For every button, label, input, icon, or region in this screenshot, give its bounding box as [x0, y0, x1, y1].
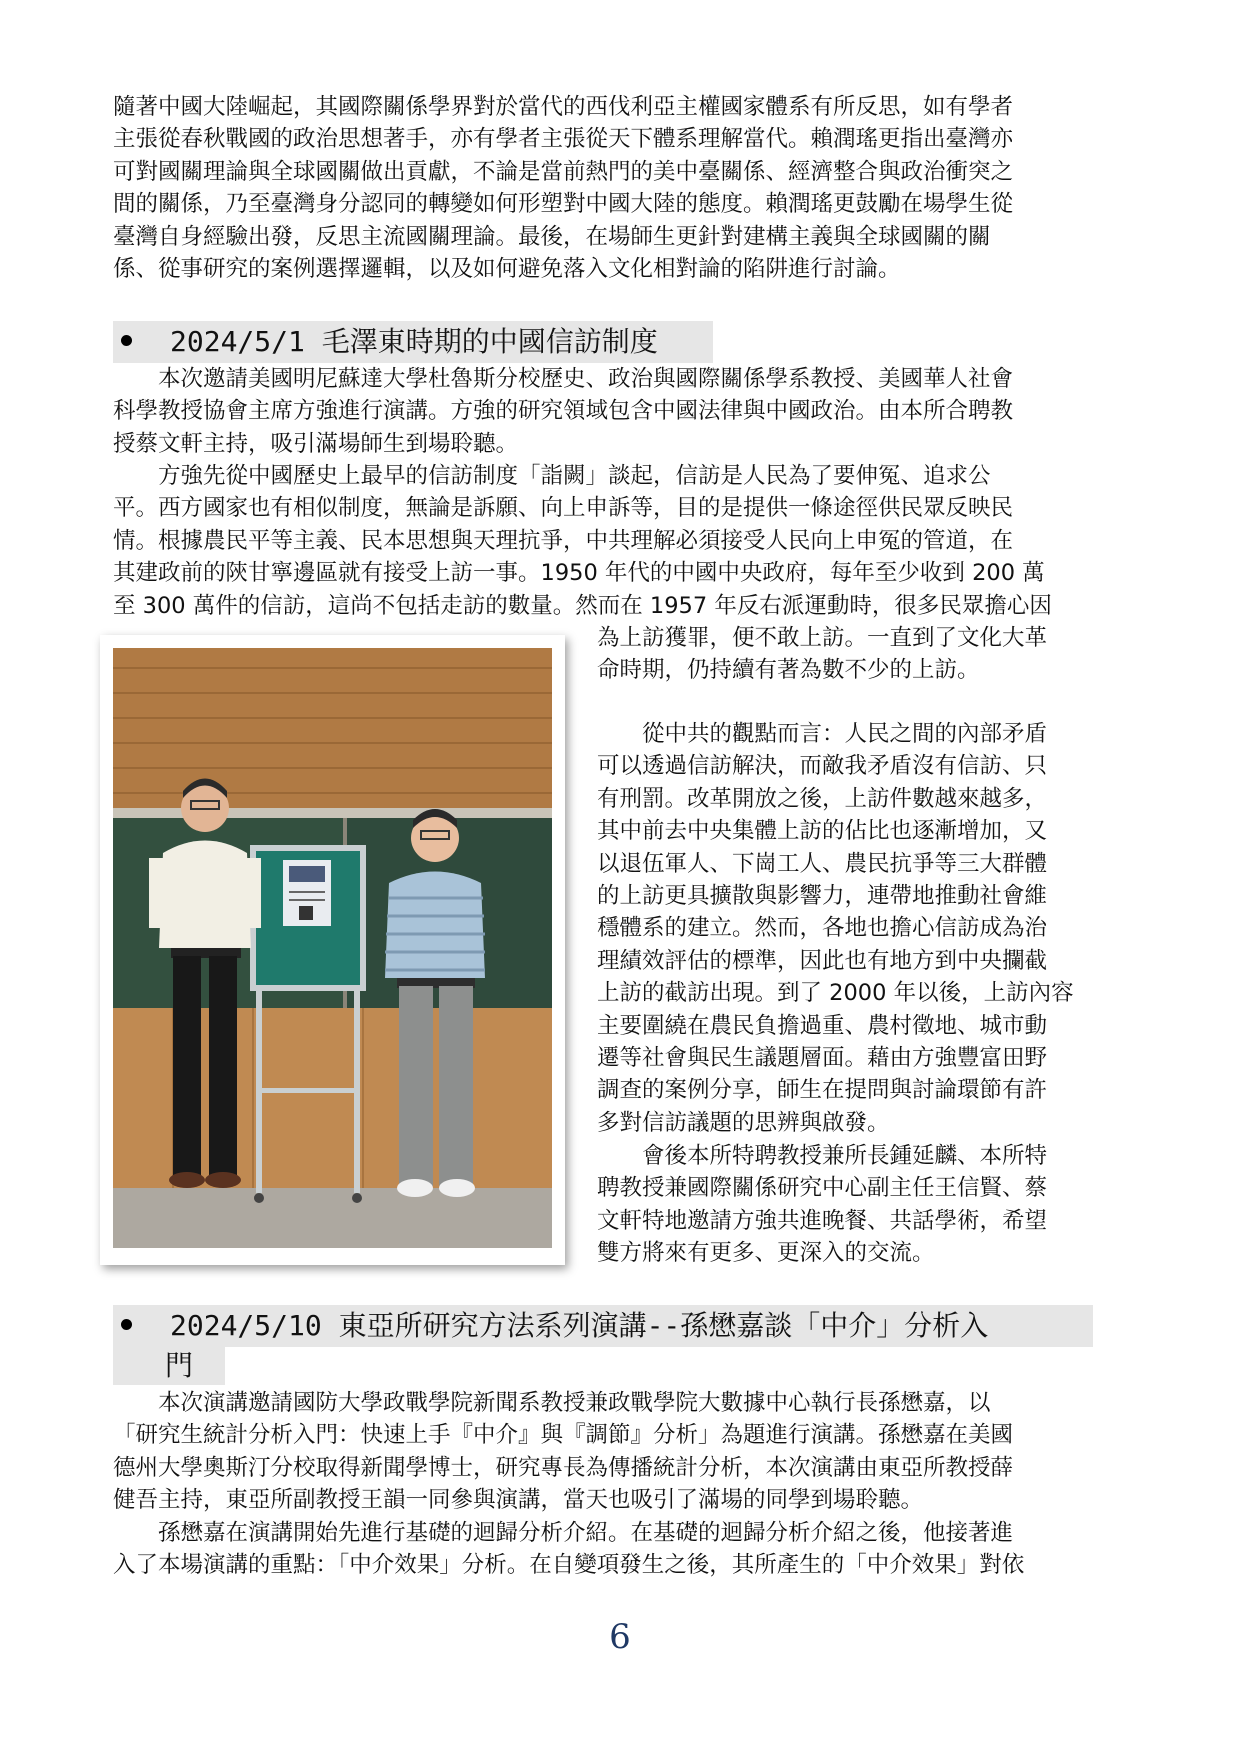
section1-right-column-a: [597, 622, 1117, 687]
text-line: 主張從春秋戰國的政治思想著手，亦有學者主張從天下體系理解當代。賴潤瑤更指出臺灣亦: [113, 126, 1014, 153]
section-heading-2024-5-1: [113, 321, 713, 363]
bullet-icon: [121, 1319, 132, 1330]
section-title: 2024/5/10 東亞所研究方法系列演講--孫懋嘉談「中介」分析入: [170, 1309, 989, 1342]
section1-right-column-b: [597, 718, 1117, 1139]
intro-paragraph: [113, 91, 1133, 285]
text-line: 有刑罰。改革開放之後，上訪件數越來越多，: [597, 785, 1048, 812]
text-line: 本次演講邀請國防大學政戰學院新聞系教授兼政戰學院大數據中心執行長孫懋嘉，以: [158, 1390, 991, 1416]
section1-paragraph-2: [113, 460, 1133, 622]
page-number: 6: [609, 1617, 631, 1657]
text-line: 上訪的截訪出現。到了 2000 年以後，上訪內容: [597, 980, 1074, 1007]
text-line: 命時期，仍持續有著為數不少的上訪。: [597, 657, 980, 684]
text-line: 可對國關理論與全球國關做出貢獻，不論是當前熱門的美中臺關係、經濟整合與政治衝突之: [113, 158, 1014, 185]
text-line: 「研究生統計分析入門：快速上手『中介』與『調節』分析」為題進行演講。孫懋嘉在美國: [113, 1422, 1014, 1449]
text-line: 遷等社會與民生議題層面。藉由方強豐富田野: [597, 1045, 1048, 1072]
text-line: 聘教授兼國際關係研究中心副主任王信賢、蔡: [597, 1175, 1048, 1202]
section1-right-column-c: [597, 1140, 1117, 1270]
text-line: 臺灣自身經驗出發，反思主流國關理論。最後，在場師生更針對建構主義與全球國關的關: [113, 223, 991, 250]
text-line: 雙方將來有更多、更深入的交流。: [597, 1240, 935, 1267]
text-line: 至 300 萬件的信訪，這尚不包括走訪的數量。然而在 1957 年反右派運動時，很多民眾擔心因: [113, 592, 1052, 619]
text-line: 可以透過信訪解決，而敵我矛盾沒有信訪、只: [597, 753, 1048, 780]
text-line: 主要圍繞在農民負擔過重、農村徵地、城市動: [597, 1012, 1048, 1039]
text-line: 多對信訪議題的思辨與啟發。: [597, 1109, 890, 1136]
text-line: 以退伍軍人、下崗工人、農民抗爭等三大群體: [597, 850, 1048, 877]
text-line: 科學教授協會主席方強進行演講。方強的研究領域包含中國法律與中國政治。由本所合聘教: [113, 398, 1014, 425]
text-line: 為上訪獲罪，便不敢上訪。一直到了文化大革: [597, 625, 1048, 651]
section-heading-continuation: [113, 1347, 225, 1385]
text-line: 健吾主持，東亞所副教授王韻一同參與演講，當天也吸引了滿場的同學到場聆聽。: [113, 1487, 924, 1514]
text-line: 入了本場演講的重點：「中介效果」分析。在自變項發生之後，其所產生的「中介效果」對依: [113, 1552, 1025, 1579]
text-line: 其中前去中央集體上訪的佔比也逐漸增加，又: [597, 818, 1048, 845]
text-line: 德州大學奧斯汀分校取得新聞學博士，研究專長為傳播統計分析，本次演講由東亞所教授薛: [113, 1454, 1014, 1481]
photo-frame: [100, 635, 565, 1265]
section2-paragraph-1: [113, 1387, 1133, 1517]
text-line: 本次邀請美國明尼蘇達大學杜魯斯分校歷史、政治與國際關係學系教授、美國華人社會: [158, 366, 1014, 392]
section-heading-2024-5-10: [113, 1305, 1093, 1347]
text-line: 間的關係，乃至臺灣身分認同的轉變如何形塑對中國大陸的態度。賴潤瑤更鼓勵在場學生從: [113, 191, 1014, 218]
text-line: 情。根據農民平等主義、民本思想與天理抗爭，中共理解必須接受人民向上申冤的管道，在: [113, 527, 1014, 554]
text-line: 平。西方國家也有相似制度，無論是訴願、向上申訴等，目的是提供一條途徑供民眾反映民: [113, 495, 1014, 522]
text-line: 方強先從中國歷史上最早的信訪制度「詣闕」談起，信訪是人民為了要伸冤、追求公: [158, 463, 991, 489]
text-line: 文軒特地邀請方強共進晚餐、共話學術，希望: [597, 1207, 1048, 1234]
text-line: 理績效評估的標準，因此也有地方到中央攔截: [597, 947, 1048, 974]
section2-paragraph-2: [113, 1517, 1133, 1582]
section-title: 2024/5/1 毛澤東時期的中國信訪制度: [170, 325, 658, 358]
event-photo: [113, 648, 552, 1248]
text-line: 的上訪更具擴散與影響力，連帶地推動社會維: [597, 883, 1048, 910]
text-line: 係、從事研究的案例選擇邏輯，以及如何避免落入文化相對論的陷阱進行討論。: [113, 256, 901, 283]
speakers-photo-illustration: [113, 648, 552, 1248]
text-line: 其建政前的陝甘寧邊區就有接受上訪一事。1950 年代的中國中央政府，每年至少收到 200 萬: [113, 560, 1045, 587]
section1-paragraph-1: [113, 363, 1133, 460]
text-line: 從中共的觀點而言：人民之間的內部矛盾: [642, 721, 1048, 747]
text-line: 調查的案例分享，師生在提問與討論環節有許: [597, 1077, 1048, 1104]
section-title-continued: 門: [165, 1349, 194, 1382]
bullet-icon: [121, 335, 132, 346]
text-line: 會後本所特聘教授兼所長鍾延麟、本所特: [642, 1143, 1048, 1169]
text-line: 孫懋嘉在演講開始先進行基礎的迴歸分析介紹。在基礎的迴歸分析介紹之後，他接著進: [158, 1520, 1014, 1546]
text-line: 授蔡文軒主持，吸引滿場師生到場聆聽。: [113, 430, 519, 457]
text-line: 隨著中國大陸崛起，其國際關係學界對於當代的西伐利亞主權國家體系有所反思，如有學者: [113, 94, 1014, 120]
text-line: 穩體系的建立。然而，各地也擔心信訪成為治: [597, 915, 1048, 942]
